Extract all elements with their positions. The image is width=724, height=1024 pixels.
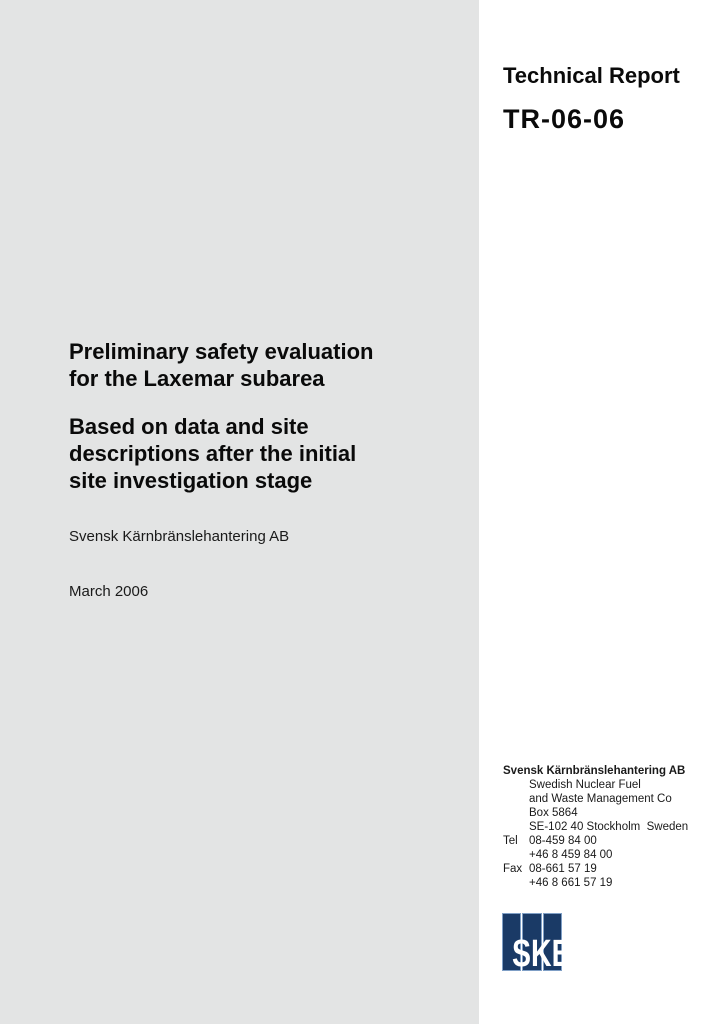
address-row-label [503, 820, 529, 834]
address-row-label [503, 876, 529, 890]
address-company-name: Svensk Kärnbränslehantering AB [503, 765, 686, 777]
address-row [503, 778, 688, 792]
report-title-line: for the Laxemar subarea [69, 366, 325, 391]
address-row-tel-intl [503, 848, 688, 862]
report-title [69, 338, 373, 392]
publication-date: March 2006 [69, 583, 149, 600]
skb-logo-text-wrap [502, 933, 573, 975]
address-row-text: SE-102 40 Stockholm Sweden [529, 821, 689, 833]
tel-number: 08-459 84 00 [529, 835, 597, 847]
address-row-text: Swedish Nuclear Fuel [529, 779, 641, 791]
address-row-fax-intl [503, 876, 688, 890]
fax-number: 08-661 57 19 [529, 863, 597, 875]
tel-label: Tel [503, 835, 518, 847]
address-row [503, 792, 688, 806]
author-name: Svensk Kärnbränslehantering AB [69, 528, 290, 545]
report-subtitle-line: descriptions after the initial [69, 441, 357, 466]
publisher-address [503, 764, 688, 890]
fax-number-intl: +46 8 661 57 19 [529, 877, 613, 889]
report-number: TR-06-06 [503, 104, 626, 134]
report-title-line: Preliminary safety evaluation [69, 339, 374, 364]
address-row-fax [503, 862, 688, 876]
report-subtitle-line: Based on data and site [69, 414, 309, 439]
address-row-label [503, 806, 529, 820]
address-row-tel [503, 834, 688, 848]
skb-logo [502, 913, 573, 975]
fax-label: Fax [503, 863, 523, 875]
address-row-text: and Waste Management Co [529, 793, 672, 805]
skb-logo-text: SKB [512, 933, 573, 975]
tel-number-intl: +46 8 459 84 00 [529, 849, 613, 861]
report-type-label: Technical Report [503, 63, 680, 88]
address-row [503, 820, 688, 834]
report-subtitle [69, 413, 356, 494]
address-row-text: Box 5864 [529, 807, 578, 819]
address-row-label [503, 778, 529, 792]
report-subtitle-line: site investigation stage [69, 468, 313, 493]
address-row [503, 806, 688, 820]
address-row-label [503, 792, 529, 806]
address-row-label [503, 848, 529, 862]
